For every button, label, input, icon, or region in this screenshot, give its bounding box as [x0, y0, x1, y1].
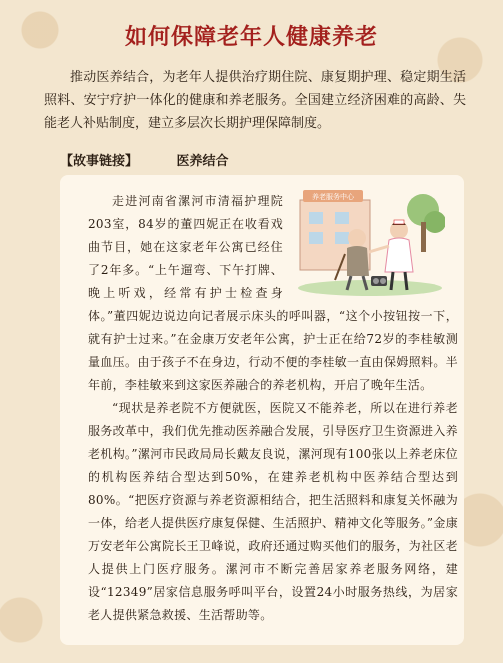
story-header [60, 150, 229, 169]
story-paragraph-1: 走进河南省漯河市清福护理院203室，84岁的董四妮正在收看戏曲节目，她在这家老年公寓已经住了2年多。“上午遛弯、下午打牌、晚上听戏，经常有护士检查身体。”董四妮边说边向记者展示床头的呼叫器，“这个小按钮按一下，就有护士过来。”在金康万安老年公寓，护士正在给72岁的李桂敏测量血压。由于孩子不在身边，行动不便的李桂敏一直由保姆照料。半年前，李桂敏来到这家医养融合的养老机构，开启了晚年生活。 [88, 194, 458, 392]
story-paragraph-2: “现状是养老院不方便就医，医院又不能养老，所以在进行养老服务改革中，我们优先推动医养融合发展，引导医疗卫生资源进入养老机构。”漯河市民政局局长戴友良说，漯河现有100张以上养老床位的机构医养结合型达到50%，在建养老机构中医养结合型达到80%。“把医疗资源与养老资源相结合，把生活照料和康复关怀融为一体，给老人提供医疗康复保健、生活照护、精神文化等服务。”金康万安老年公寓院长王卫峰说，政府还通过购买他们的服务，为社区老人提供上门医疗服务。漯河市不断完善居家养老服务网络，建设“12349”居家信息服务呼叫平台，设置24小时服务热线，为居家老人提供紧急救援、生活帮助等。 [88, 401, 458, 622]
elderly-care-illustration [295, 180, 445, 298]
page-title: 如何保障老年人健康养老 [124, 24, 378, 50]
story-heading: 医养结合 [176, 154, 229, 169]
intro-paragraph: 推动医养结合，为老年人提供治疗期住院、康复期护理、稳定期生活照料、安宁疗护一体化的健康和养老服务。全国建立经济困难的高龄、失能老人补贴制度，建立多层次长期护理保障制度。 [44, 70, 466, 131]
story-link-label: 【故事链接】 [60, 154, 139, 169]
sign-text: 养老服务中心 [312, 193, 354, 201]
